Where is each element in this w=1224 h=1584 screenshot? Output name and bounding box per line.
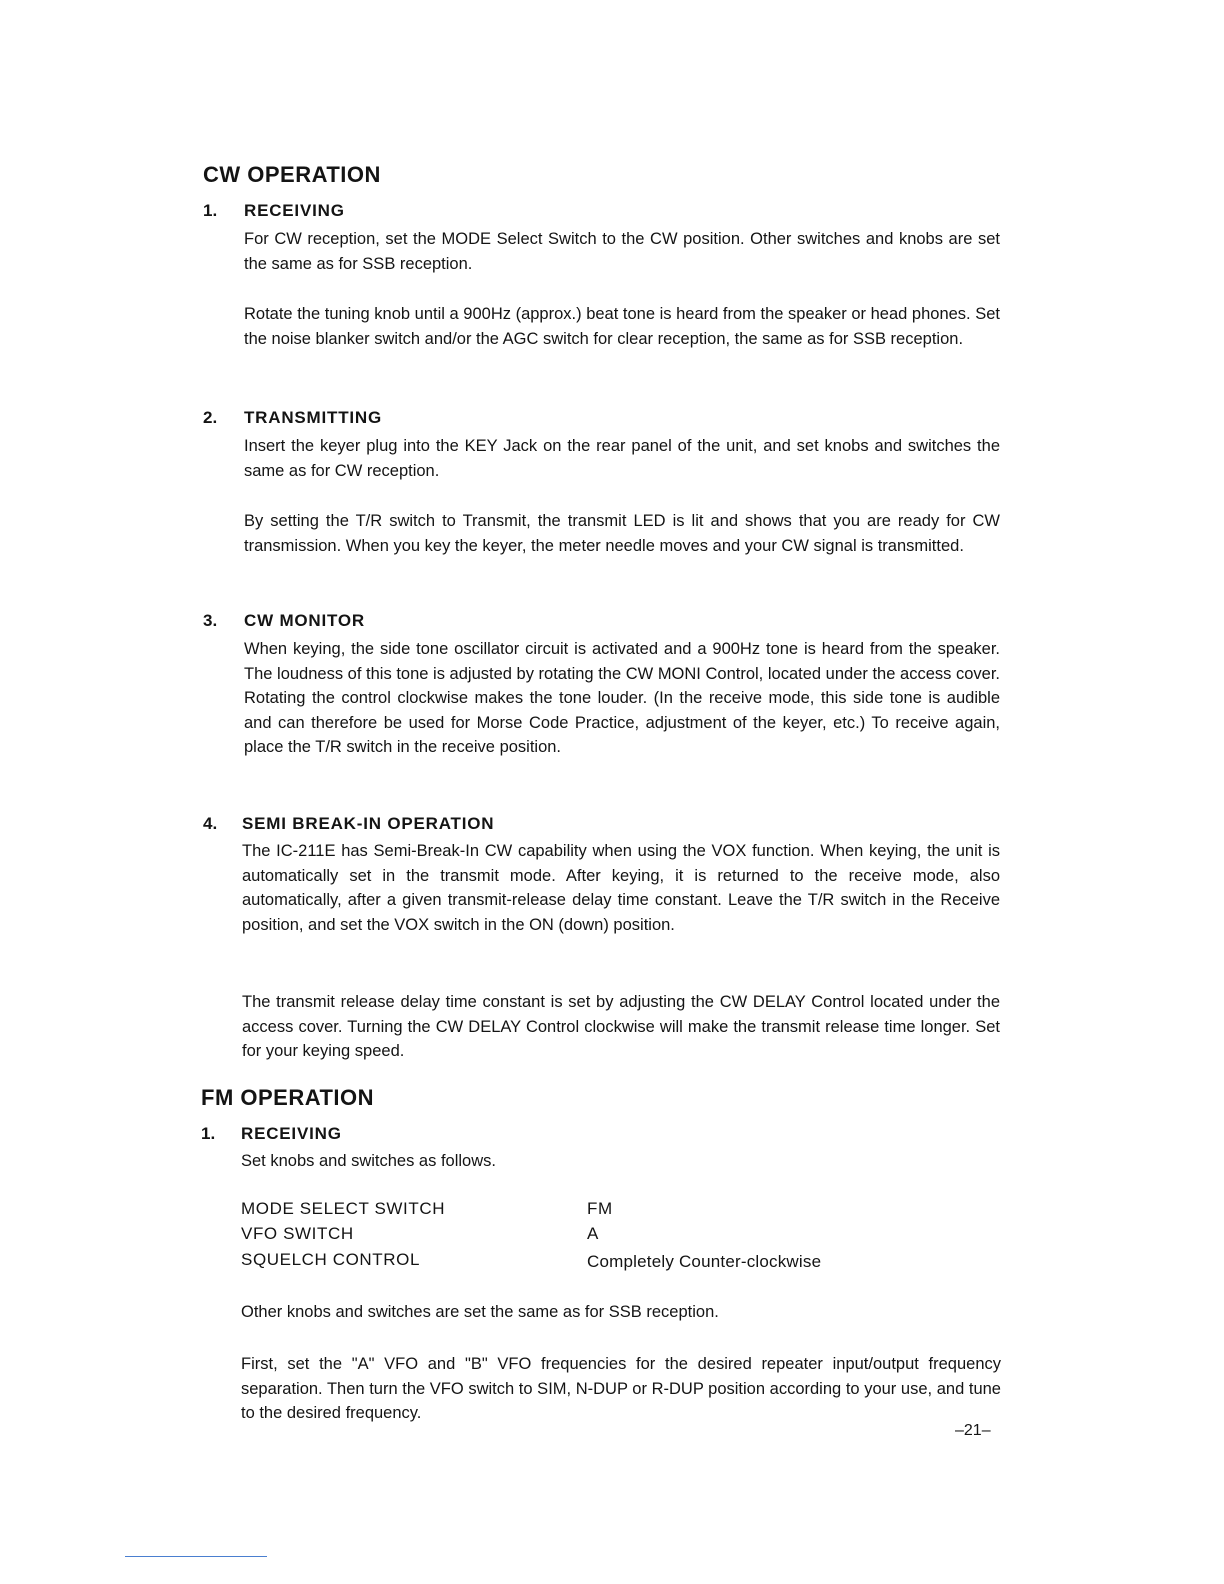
paragraph: First, set the "A" VFO and "B" VFO frequencies for the desired repeater input/output frequency separation. Then turn the VFO switch to SIM, N-DUP or R-DUP position according to your use, and tune to the desired frequency. — [241, 1355, 1001, 1422]
footer-rule — [125, 1556, 267, 1557]
setting-value: Completely Counter-clockwise — [587, 1252, 822, 1271]
section-number: 1. — [201, 1124, 216, 1143]
section-heading-fm-receiving: RECEIVING — [241, 1124, 342, 1143]
paragraph: For CW reception, set the MODE Select Switch to the CW position. Other switches and knobs are set the same as for SSB reception. — [244, 230, 1000, 273]
section-number: 3. — [203, 611, 218, 630]
paragraph: Set knobs and switches as follows. — [241, 1152, 496, 1170]
fm-operation-title: FM OPERATION — [201, 1085, 375, 1110]
paragraph: Insert the keyer plug into the KEY Jack on the rear panel of the unit, and set knobs and switches the same as for CW reception. — [244, 437, 1000, 480]
section-number: 1. — [203, 201, 218, 220]
setting-name: SQUELCH CONTROL — [241, 1250, 421, 1269]
paragraph: The IC-211E has Semi-Break-In CW capability when using the VOX function. When keying, the unit is automatically set in the transmit mode. After keying, it is returned to the receive mode, also automatically, after a given transmit-release delay time constant. Leave the T/R switch in the Receive position, and set the VOX switch in the ON (down) position. — [242, 842, 1000, 934]
setting-value: FM — [587, 1199, 613, 1218]
section-heading-receiving: RECEIVING — [244, 201, 345, 220]
setting-value: A — [587, 1224, 599, 1243]
paragraph: When keying, the side tone oscillator circuit is activated and a 900Hz tone is heard from the speaker. The loudness of this tone is adjusted by rotating the CW MONI Control, located under the access cover. Rotating the control clockwise makes the tone louder. (In the receive mode, this side tone is audible and can therefore be used for Morse Code Practice, adjustment of the keyer, etc.) To receive again, place the T/R switch in the receive position. — [244, 640, 1000, 756]
section-heading-transmitting: TRANSMITTING — [244, 408, 383, 427]
paragraph: By setting the T/R switch to Transmit, the transmit LED is lit and shows that you are ready for CW transmission. When you key the keyer, the meter needle moves and your CW signal is transmitted. — [244, 512, 1000, 555]
section-number: 2. — [203, 408, 218, 427]
page-number: –21– — [955, 1422, 991, 1439]
section-number: 4. — [203, 814, 218, 833]
section-heading-semi-break-in: SEMI BREAK-IN OPERATION — [242, 814, 495, 833]
setting-name: MODE SELECT SWITCH — [241, 1199, 446, 1218]
section-heading-cw-monitor: CW MONITOR — [244, 611, 366, 630]
cw-operation-title: CW OPERATION — [203, 162, 381, 187]
paragraph: Other knobs and switches are set the same as for SSB reception. — [241, 1303, 719, 1321]
paragraph: The transmit release delay time constant is set by adjusting the CW DELAY Control located under the access cover. Turning the CW DELAY Control clockwise will make the transmit release time longer. Set for your keying speed. — [242, 993, 1000, 1060]
setting-name: VFO SWITCH — [241, 1224, 354, 1243]
paragraph: Rotate the tuning knob until a 900Hz (approx.) beat tone is heard from the speaker or head phones. Set the noise blanker switch and/or the AGC switch for clear reception, the same as for SSB reception. — [244, 305, 1000, 348]
